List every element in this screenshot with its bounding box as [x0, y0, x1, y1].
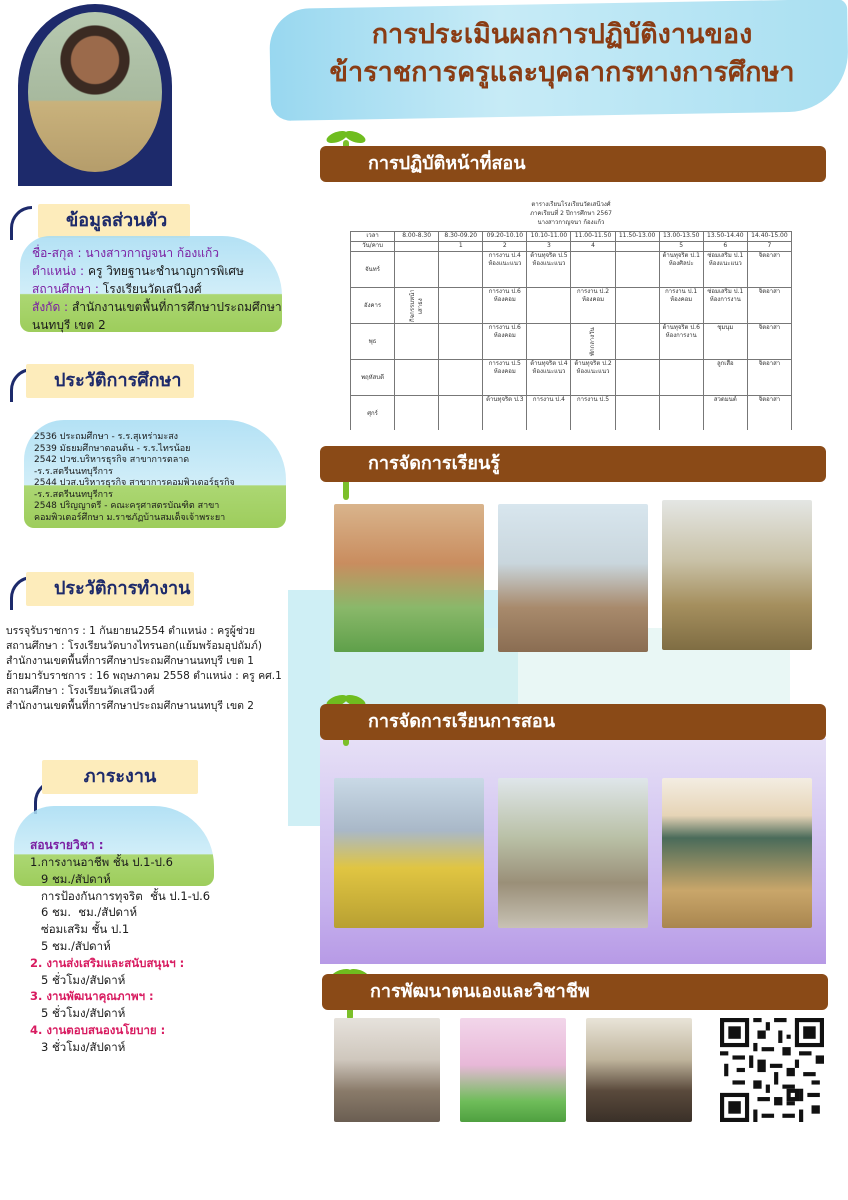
schedule-time-cell: 09.20-10.10: [483, 232, 527, 242]
schedule-time-cell: 14.40-15.00: [747, 232, 791, 242]
school-value: โรงเรียนวัดเสนีวงศ์: [102, 282, 202, 296]
name-label: ชื่อ-สกุล :: [32, 246, 82, 260]
schedule-cell: [395, 252, 439, 288]
education-line: -ร.ร.สตรีนนทบุรีการ: [34, 489, 113, 500]
schedule-day-cell: พฤหัสบดี: [351, 360, 395, 396]
schedule-cell: [615, 252, 659, 288]
schedule-cell: จิตอาสา: [747, 288, 791, 324]
education-list: [34, 432, 235, 524]
personal-school: [32, 282, 202, 296]
education-line: 2548 ปริญญาตรี - คณะครุศาสตรบัณฑิต สาขา: [34, 501, 220, 511]
work-list: [6, 624, 282, 714]
schedule-cell: ซ่อมเสริม ป.1 ห้องแนะแนว: [703, 252, 747, 288]
schedule-cell: ต้านทุจริต ป.1 ห้องศิลปะ: [659, 252, 703, 288]
hook-decoration: [10, 206, 32, 240]
qr-code[interactable]: [720, 1018, 824, 1122]
schedule-cell: [571, 252, 615, 288]
personal-position: [32, 264, 244, 278]
education-line: 2542 ปวช.บริหารธุรกิจ สาขาการตลาด: [34, 455, 190, 465]
position-value: ครู วิทยฐานะชำนาญการพิเศษ: [87, 264, 244, 278]
schedule-period-cell: [395, 242, 439, 252]
workload-list: [30, 854, 210, 1056]
workload-line: 3. งานพัฒนาคุณภาพฯ :: [30, 989, 154, 1004]
workload-line: 3 ชั่วโมง/สัปดาห์: [30, 1039, 126, 1054]
schedule-day-cell: ศุกร์: [351, 396, 395, 431]
name-value: นางสาวกาญจนา ก้องแก้ว: [85, 246, 219, 260]
schedule-cell: [395, 324, 439, 360]
schedule-cell: [659, 396, 703, 431]
schedule-cell: [439, 360, 483, 396]
workload-line: 5 ชั่วโมง/สัปดาห์: [30, 1006, 126, 1021]
schedule-cell: ชุมนุม: [703, 324, 747, 360]
schedule-period-cell: 6: [703, 242, 747, 252]
schedule-period-cell: 1: [439, 242, 483, 252]
schedule-cell: การงาน ป.6 ห้องคอม: [483, 324, 527, 360]
schedule-period-cell: 5: [659, 242, 703, 252]
schedule-cell: [659, 360, 703, 396]
development-photo-3: [586, 1018, 692, 1122]
work-heading: ประวัติการทำงาน: [26, 572, 194, 606]
schedule-cell: การงาน ป.5: [571, 396, 615, 431]
schedule-table: [350, 231, 792, 430]
schedule-cell: จิตอาสา: [747, 324, 791, 360]
schedule-cell: พักกลางวัน: [571, 324, 615, 360]
learning-photo-1: [334, 504, 484, 652]
schedule-cell: สวดมนต์: [703, 396, 747, 431]
title-line-2: ข้าราชการครูและบุคลากรทางการศึกษา: [329, 57, 795, 88]
development-photo-2: [460, 1018, 566, 1122]
learning-photo-2: [498, 504, 648, 652]
section-teaching: การปฏิบัติหน้าที่สอน: [320, 146, 826, 182]
schedule-time-cell: 13.00-13.50: [659, 232, 703, 242]
workload-line: 5 ชั่วโมง/สัปดาห์: [30, 972, 126, 987]
teaching-schedule: [350, 200, 792, 430]
personal-heading: ข้อมูลส่วนตัว: [38, 204, 190, 238]
section-instruction: การจัดการเรียนการสอน: [320, 704, 826, 740]
learning-photo-3: [662, 500, 812, 650]
schedule-title-1: ตารางเรียนโรงเรียนวัดเสนีวงศ์: [531, 201, 611, 208]
schedule-cell: [439, 288, 483, 324]
schedule-cell: การงาน ป.5 ห้องคอม: [483, 360, 527, 396]
education-line: คอมพิวเตอร์ศึกษา ม.ราชภัฏบ้านสมเด็จเจ้าพระยา: [34, 512, 226, 523]
schedule-time-cell: เวลา: [351, 232, 395, 242]
work-line: บรรจุรับราชการ : 1 กันยายน2554 ตำแหน่ง : ครูผู้ช่วย: [6, 625, 256, 637]
instruction-photo-1: [334, 778, 484, 928]
work-line: สถานศึกษา : โรงเรียนวัดบางไทรนอก(แย้มพร้อมอุปถัมภ์): [6, 640, 262, 652]
education-line: 2539 มัธยมศึกษาตอนต้น - ร.ร.ไทรน้อย: [34, 443, 191, 454]
schedule-cell: ต้านทุจริต ป.3: [483, 396, 527, 431]
agency-value-2: นนทบุรี เขต 2: [32, 318, 106, 332]
workload-line: 9 ชม./สัปดาห์: [30, 871, 111, 886]
work-line: สำนักงานเขตพื้นที่การศึกษาประถมศึกษานนทบุรี เขต 1: [6, 655, 254, 667]
agency-label: สังกัด :: [32, 300, 69, 314]
workload-line: 6 ชม. ชม./สัปดาห์: [30, 905, 138, 920]
portrait-photo: [28, 12, 162, 172]
schedule-period-cell: [615, 242, 659, 252]
schedule-cell: ต้านทุจริต ป.4 ห้องแนะแนว: [527, 360, 571, 396]
schedule-time-cell: 8.00-8.30: [395, 232, 439, 242]
position-label: ตำแหน่ง :: [32, 264, 85, 278]
personal-agency: [32, 300, 282, 314]
schedule-period-cell: วัน/คาบ: [351, 242, 395, 252]
workload-line: 5 ชม./สัปดาห์: [30, 938, 111, 953]
work-line: ย้ายมารับราชการ : 16 พฤษภาคม 2558 ตำแหน่ง : ครู คศ.1: [6, 670, 282, 682]
schedule-time-cell: 11.50-13.00: [615, 232, 659, 242]
schedule-title-2: ภาคเรียนที่ 2 ปีการศึกษา 2567: [530, 210, 612, 217]
school-label: สถานศึกษา :: [32, 282, 99, 296]
section-development: การพัฒนาตนเองและวิชาชีพ: [322, 974, 828, 1010]
schedule-day-cell: พุธ: [351, 324, 395, 360]
schedule-cell: [615, 360, 659, 396]
workload-line: การป้องกันการทุจริต ชั้น ป.1-ป.6: [30, 888, 211, 903]
schedule-period-cell: 4: [571, 242, 615, 252]
title-line-1: การประเมินผลการปฏิบัติงานของ: [371, 19, 753, 50]
subjects-label: สอนรายวิชา :: [30, 838, 104, 852]
section-learning: การจัดการเรียนรู้: [320, 446, 826, 482]
schedule-cell: [615, 324, 659, 360]
schedule-cell: การงาน ป.2 ห้องคอม: [571, 288, 615, 324]
schedule-title-3: นางสาวกาญจนา ก้องแก้ว: [537, 219, 605, 226]
development-photo-1: [334, 1018, 440, 1122]
schedule-cell: การงาน ป.4 ห้องแนะแนว: [483, 252, 527, 288]
education-line: 2544 ปวส.บริหารธุรกิจ สาขาการคอมพิวเตอร์ธุรกิจ: [34, 478, 235, 488]
page-title: [282, 16, 842, 92]
schedule-cell: ลูกเสือ: [703, 360, 747, 396]
schedule-time-cell: 8.30-09.20: [439, 232, 483, 242]
workload-line: 4. งานตอบสนองนโยบาย :: [30, 1022, 166, 1037]
schedule-cell: [615, 288, 659, 324]
schedule-cell: ต้านทุจริต ป.5 ห้องแนะแนว: [527, 252, 571, 288]
workload-line: 2. งานส่งเสริมและสนับสนุนฯ :: [30, 955, 185, 970]
schedule-cell: [395, 396, 439, 431]
instruction-photo-3: [662, 778, 812, 928]
schedule-cell: [395, 360, 439, 396]
workload-line: 1.การงานอาชีพ ชั้น ป.1-ป.6: [30, 855, 173, 869]
work-line: สำนักงานเขตพื้นที่การศึกษาประถมศึกษานนทบุรี เขต 2: [6, 700, 254, 712]
schedule-cell: ต้านทุจริต ป.6 ห้องการงาน: [659, 324, 703, 360]
schedule-day-cell: อังคาร: [351, 288, 395, 324]
instruction-photo-2: [498, 778, 648, 928]
personal-name: [32, 246, 219, 260]
schedule-cell: [439, 396, 483, 431]
education-heading: ประวัติการศึกษา: [26, 364, 194, 398]
agency-value: สำนักงานเขตพื้นที่การศึกษาประถมศึกษา: [71, 300, 282, 314]
schedule-period-cell: 2: [483, 242, 527, 252]
schedule-cell: [439, 324, 483, 360]
schedule-time-cell: 11.00-11.50: [571, 232, 615, 242]
schedule-cell: การงาน ป.1 ห้องคอม: [659, 288, 703, 324]
schedule-cell: [527, 324, 571, 360]
schedule-period-cell: 3: [527, 242, 571, 252]
education-line: 2536 ประถมศึกษา - ร.ร.สุเหร่ามะสง: [34, 432, 179, 442]
workload-line: ซ่อมเสริม ชั้น ป.1: [30, 922, 130, 937]
schedule-cell: [615, 396, 659, 431]
schedule-cell: การงาน ป.6 ห้องคอม: [483, 288, 527, 324]
schedule-cell: จิตอาสา: [747, 360, 791, 396]
schedule-cell: กิจกรรมหน้าเสาธง: [395, 288, 439, 324]
schedule-cell: [527, 288, 571, 324]
schedule-cell: จิตอาสา: [747, 396, 791, 431]
workload-heading: ภาระงาน: [42, 760, 198, 794]
schedule-cell: จิตอาสา: [747, 252, 791, 288]
schedule-time-cell: 10.10-11.00: [527, 232, 571, 242]
schedule-cell: [439, 252, 483, 288]
schedule-time-cell: 13.50-14.40: [703, 232, 747, 242]
education-line: -ร.ร.สตรีนนทบุรีการ: [34, 466, 113, 477]
schedule-cell: การงาน ป.4: [527, 396, 571, 431]
schedule-cell: ต้านทุจริต ป.2 ห้องแนะแนว: [571, 360, 615, 396]
schedule-day-cell: จันทร์: [351, 252, 395, 288]
schedule-cell: ซ่อมเสริม ป.1 ห้องการงาน: [703, 288, 747, 324]
work-line: สถานศึกษา : โรงเรียนวัดเสนีวงศ์: [6, 685, 155, 697]
schedule-period-cell: 7: [747, 242, 791, 252]
